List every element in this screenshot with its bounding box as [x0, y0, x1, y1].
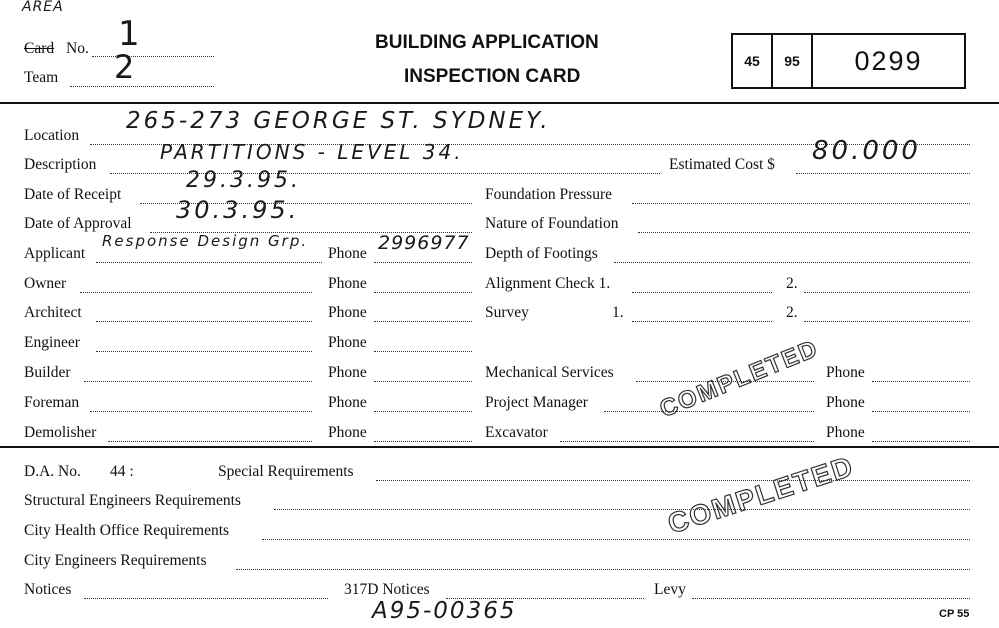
- owner-line: [80, 292, 312, 293]
- estimated-cost-label: Estimated Cost $: [669, 156, 775, 173]
- city-health-line: [262, 539, 970, 540]
- applicant-phone-label: Phone: [328, 245, 367, 262]
- survey-label: Survey: [485, 304, 529, 321]
- architect-phone-label: Phone: [328, 304, 367, 321]
- box-number: 0299: [854, 45, 923, 76]
- completed-stamp-1: COMPLETED: [656, 334, 823, 424]
- special-requirements-label: Special Requirements: [218, 463, 354, 480]
- da-label: D.A. No.: [24, 463, 81, 480]
- notices-label: Notices: [24, 581, 72, 598]
- card-label: Card: [24, 40, 55, 57]
- team-label: Team: [24, 69, 59, 86]
- title-line-1: BUILDING APPLICATION: [375, 32, 599, 53]
- middle-rule: [0, 446, 999, 448]
- card-number-box: [731, 33, 966, 89]
- levy-label: Levy: [654, 581, 686, 598]
- builder-line: [84, 381, 312, 382]
- nature-foundation-line: [638, 232, 970, 233]
- completed-stamp-2: COMPLETED: [664, 450, 858, 540]
- title-line-2: INSPECTION CARD: [404, 66, 581, 87]
- description-label: Description: [24, 156, 97, 173]
- foundation-pressure-line: [632, 203, 970, 204]
- location-handwritten: 265-273 GEORGE ST. SYDNEY.: [126, 108, 551, 134]
- estimated-cost-line: [796, 173, 970, 174]
- structural-label: Structural Engineers Requirements: [24, 492, 241, 509]
- demolisher-phone-line: [374, 441, 472, 442]
- applicant-phone-line: [374, 262, 472, 263]
- da-value: 44 :: [110, 463, 134, 480]
- notices-317d-label: 317D Notices: [344, 581, 430, 598]
- applicant-phone-handwritten: 2996977: [378, 232, 470, 254]
- excavator-line: [560, 441, 814, 442]
- description-handwritten: PARTITIONS - LEVEL 34.: [160, 140, 464, 164]
- architect-line: [96, 321, 312, 322]
- architect-phone-line: [374, 321, 472, 322]
- no-label: No.: [66, 40, 89, 57]
- builder-label: Builder: [24, 364, 71, 381]
- engineer-phone-label: Phone: [328, 334, 367, 351]
- date-approval-handwritten: 30.3.95.: [176, 196, 300, 224]
- alignment-check-line-2: [804, 292, 970, 293]
- date-receipt-handwritten: 29.3.95.: [186, 168, 301, 193]
- engineer-line: [96, 351, 312, 352]
- applicant-label: Applicant: [24, 245, 86, 262]
- date-approval-label: Date of Approval: [24, 215, 132, 232]
- form-code: CP 55: [939, 608, 970, 620]
- project-manager-label: Project Manager: [485, 394, 588, 411]
- depth-footings-line: [614, 262, 970, 263]
- foundation-pressure-label: Foundation Pressure: [485, 186, 613, 203]
- architect-label: Architect: [24, 304, 82, 321]
- reference-handwritten: A95-00365: [372, 598, 517, 624]
- structural-line: [274, 509, 970, 510]
- project-manager-phone-line: [872, 411, 970, 412]
- demolisher-phone-label: Phone: [328, 424, 367, 441]
- mechanical-label: Mechanical Services: [485, 364, 614, 381]
- project-manager-line: [604, 411, 814, 412]
- depth-footings-label: Depth of Footings: [485, 245, 598, 262]
- levy-line: [692, 598, 970, 599]
- team-line: [70, 86, 214, 87]
- city-engineers-line: [236, 569, 970, 570]
- alignment-check-line-1: [632, 292, 772, 293]
- foreman-label: Foreman: [24, 394, 80, 411]
- estimated-cost-handwritten: 80.000: [812, 136, 921, 166]
- city-engineers-label: City Engineers Requirements: [24, 552, 207, 569]
- survey-1-label: 1.: [612, 304, 624, 321]
- engineer-label: Engineer: [24, 334, 80, 351]
- notices-line: [84, 598, 328, 599]
- demolisher-line: [108, 441, 312, 442]
- mechanical-phone-label: Phone: [826, 364, 865, 381]
- card-no-handwritten: 1: [118, 14, 143, 54]
- special-requirements-line: [376, 480, 970, 481]
- team-handwritten: 2: [114, 48, 138, 86]
- survey-line-2: [804, 321, 970, 322]
- project-manager-phone-label: Phone: [826, 394, 865, 411]
- nature-foundation-label: Nature of Foundation: [485, 215, 619, 232]
- applicant-line: [96, 262, 322, 263]
- survey-line-1: [632, 321, 772, 322]
- foreman-phone-label: Phone: [328, 394, 367, 411]
- owner-phone-line: [374, 292, 472, 293]
- builder-phone-label: Phone: [328, 364, 367, 381]
- alignment-check-label: Alignment Check 1.: [485, 275, 611, 292]
- date-receipt-label: Date of Receipt: [24, 186, 122, 203]
- excavator-label: Excavator: [485, 424, 548, 441]
- alignment-check-2-label: 2.: [786, 275, 798, 292]
- mechanical-phone-line: [872, 381, 970, 382]
- card-no-line: [92, 56, 214, 57]
- top-rule: [0, 102, 999, 104]
- foreman-line: [90, 411, 312, 412]
- box-code-2: 95: [773, 35, 813, 87]
- applicant-handwritten: Response Design Grp.: [102, 232, 309, 250]
- owner-phone-label: Phone: [328, 275, 367, 292]
- owner-label: Owner: [24, 275, 67, 292]
- excavator-phone-line: [872, 441, 970, 442]
- foreman-phone-line: [374, 411, 472, 412]
- engineer-phone-line: [374, 351, 472, 352]
- builder-phone-line: [374, 381, 472, 382]
- excavator-phone-label: Phone: [826, 424, 865, 441]
- survey-2-label: 2.: [786, 304, 798, 321]
- box-code-1: 45: [733, 35, 773, 87]
- city-health-label: City Health Office Requirements: [24, 522, 230, 539]
- location-label: Location: [24, 127, 80, 144]
- demolisher-label: Demolisher: [24, 424, 97, 441]
- area-handwritten: AREA: [22, 0, 64, 15]
